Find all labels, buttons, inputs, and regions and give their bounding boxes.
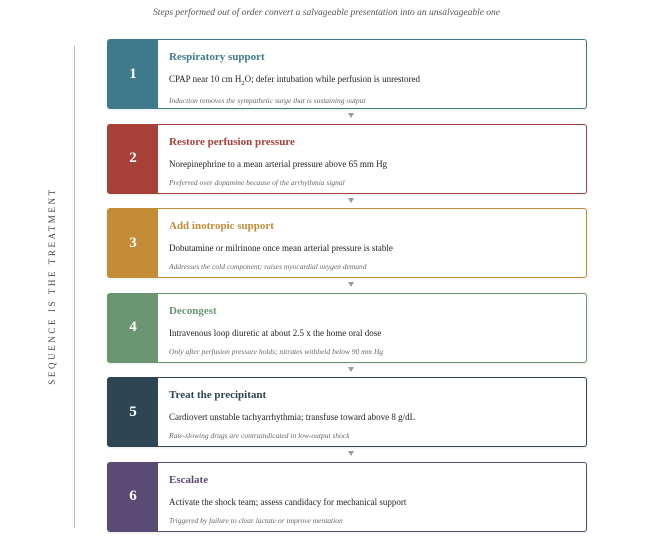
step-content — [158, 209, 393, 277]
step-note: Only after perfusion pressure holds; nitrates withheld below 90 mm Hg — [169, 346, 384, 356]
side-label: SEQUENCE IS THE TREATMENT — [47, 187, 57, 385]
diagram-subtitle: Steps performed out of order convert a salvageable presentation into an unsalvageable one — [152, 8, 501, 18]
step-title: Decongest — [169, 304, 217, 317]
step-detail: Activate the shock team; assess candidacy for mechanical support — [169, 496, 407, 507]
step-title: Escalate — [169, 473, 209, 486]
step-detail: Dobutamine or milrinone once mean arterial pressure is stable — [169, 243, 393, 253]
step-note: Triggered by failure to clear lactate or improve mentation — [169, 515, 343, 525]
down-arrow-icon — [348, 198, 354, 203]
step-detail: CPAP near 10 cm $H_2O$; defer intubation while perfusion is unrestored — [169, 74, 421, 87]
step-list — [107, 39, 587, 532]
step-note: Rate-slowing drugs are contraindicated in low-output shock — [169, 431, 350, 440]
step-detail: Norepinephrine to a mean arterial pressure above 65 mm Hg — [169, 158, 388, 169]
step-card — [107, 377, 587, 447]
down-arrow-icon — [348, 282, 354, 287]
down-arrow-icon — [348, 367, 354, 372]
step-content — [158, 378, 415, 446]
step-card — [107, 124, 587, 194]
step-content — [158, 294, 383, 362]
step-note: Preferred over dopamine because of the arrhythmia signal — [169, 177, 345, 187]
down-arrow-icon — [348, 113, 354, 118]
step-card — [107, 293, 587, 363]
step-note: Induction removes the sympathetic surge that is sustaining output — [169, 95, 366, 105]
step-title: Respiratory support — [169, 51, 265, 63]
step-detail: Cardiovert unstable tachyarrhythmia; transfuse toward above 8 g/dL — [169, 412, 416, 422]
step-detail: Intravenous loop diuretic at about 2.5 x the home oral dose — [169, 327, 382, 338]
step-title: Restore perfusion pressure — [169, 135, 295, 148]
step-content — [158, 40, 420, 108]
step-number-badge: 1 — [108, 40, 158, 108]
step-card — [107, 208, 587, 278]
step-number-badge: 3 — [108, 209, 158, 277]
step-note: Addresses the cold component; raises myocardial oxygen demand — [169, 262, 367, 271]
side-divider — [74, 46, 75, 528]
step-number-badge: 5 — [108, 378, 158, 446]
step-content — [158, 125, 387, 193]
step-number-badge: 4 — [108, 294, 158, 362]
step-title: Add inotropic support — [169, 220, 274, 232]
step-title: Treat the precipitant — [169, 389, 267, 401]
step-content — [158, 463, 406, 531]
step-number-badge: 6 — [108, 463, 158, 531]
down-arrow-icon — [348, 451, 354, 456]
step-number-badge: 2 — [108, 125, 158, 193]
step-card — [107, 39, 587, 109]
step-card — [107, 462, 587, 532]
